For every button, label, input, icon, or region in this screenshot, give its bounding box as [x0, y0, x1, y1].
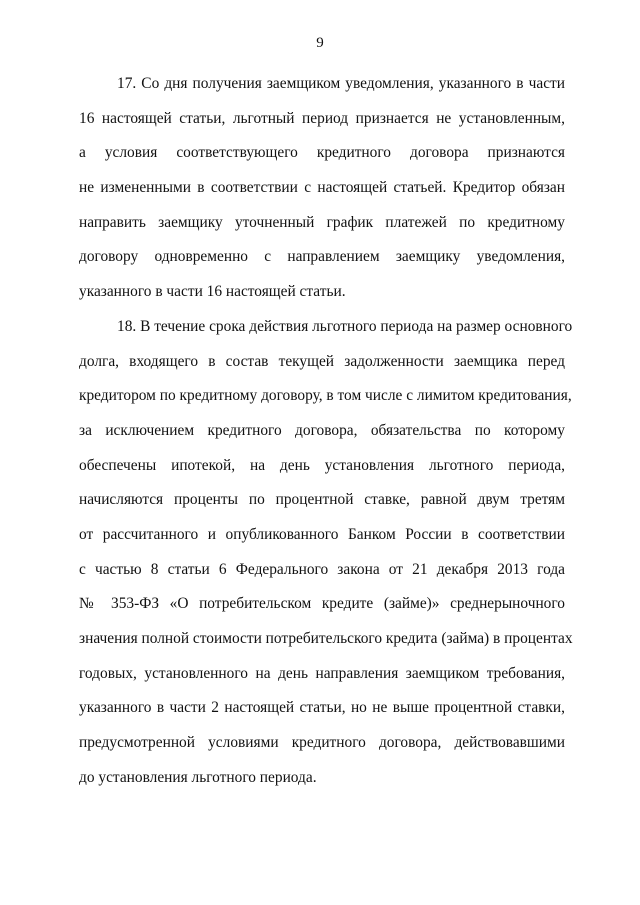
page-number: 9	[316, 35, 324, 51]
paragraph-18	[79, 310, 573, 796]
text-line: указанного в части 16 настоящей статьи.	[79, 283, 346, 301]
document-body	[79, 67, 573, 795]
text-line: 18. В течение срока действия льготного периода на размер основного	[117, 317, 573, 335]
text-line: годовых, установленного на день направления заемщиком требования,	[79, 664, 565, 682]
text-line: начисляются проценты по процентной ставке, равной двум третям	[79, 491, 565, 509]
text-line: от рассчитанного и опубликованного Банком России в соответствии	[79, 525, 565, 543]
text-line: кредитором по кредитному договору, в том числе с лимитом кредитования,	[79, 387, 572, 405]
paragraph-17	[79, 67, 565, 310]
text-line: предусмотренной условиями кредитного договора, действовавшими	[79, 734, 565, 752]
text-line: № 353-ФЗ «О потребительском кредите (займе)» среднерыночного	[79, 595, 565, 613]
text-line: договору одновременно с направлением заемщику уведомления,	[79, 248, 565, 266]
text-line: указанного в части 2 настоящей статьи, но не выше процентной ставки,	[79, 699, 565, 717]
text-line: за исключением кредитного договора, обязательства по которому	[79, 421, 565, 439]
text-line: 16 настоящей статьи, льготный период признается не установленным,	[79, 109, 565, 127]
text-line: а условия соответствующего кредитного договора признаются	[79, 144, 565, 162]
text-line: не измененными в соответствии с настоящей статьей. Кредитор обязан	[79, 179, 565, 197]
text-line: направить заемщику уточненный график платежей по кредитному	[79, 213, 565, 231]
text-line: до установления льготного периода.	[79, 768, 317, 786]
text-line: значения полной стоимости потребительского кредита (займа) в процентах	[79, 630, 573, 647]
text-line: обеспечены ипотекой, на день установления льготного периода,	[79, 456, 565, 474]
text-line: долга, входящего в состав текущей задолженности заемщика перед	[79, 352, 565, 370]
text-line: 17. Со дня получения заемщиком уведомления, указанного в части	[117, 75, 565, 92]
text-line: с частью 8 статьи 6 Федерального закона от 21 декабря 2013 года	[79, 560, 565, 578]
